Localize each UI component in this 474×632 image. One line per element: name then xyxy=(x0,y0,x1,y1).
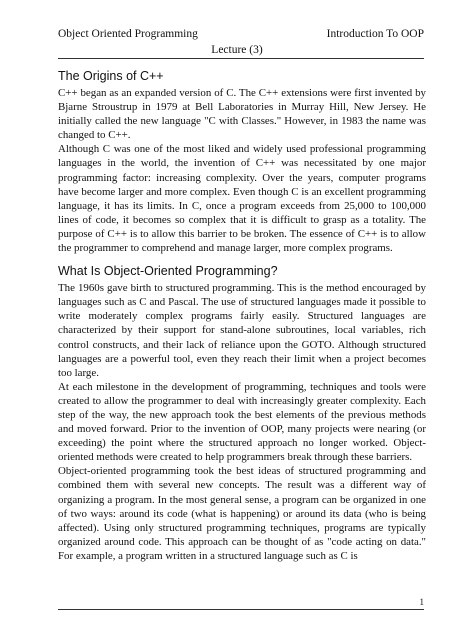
paragraph: Object-oriented programming took the best ideas of structured programming and combined them with several new concepts. The result was a different way of organizing a program. In the most general sense, a program can be organized in one of two ways: around its code (what is happening) or around its data (who is being affected). Using only structured programming techniques, programs are typically organized around code. This approach can be thought of as "code acting on data." For example, a program written in a structured language such as C is xyxy=(58,465,426,562)
page-header xyxy=(58,27,424,41)
section-heading-origins: The Origins of C++ xyxy=(58,69,164,83)
footer-divider xyxy=(58,609,424,610)
section-heading-oop: What Is Object-Oriented Programming? xyxy=(58,264,278,279)
header-divider xyxy=(58,58,424,59)
paragraph: C++ began as an expanded version of C. The C++ extensions were first invented by Bjarne Stroustrup in 1979 at Bell Laboratories in Murray Hill, New Jersey. He initially called the new language "C with Classes." However, in 1983 the name was changed to C++. xyxy=(58,87,426,142)
header-topic: Introduction To OOP xyxy=(326,28,424,40)
paragraph: The 1960s gave birth to structured programming. This is the method encouraged by languages such as C and Pascal. The use of structured languages made it possible to write moderately complex programs fairly easily. Structured languages are characterized by their support for stand-alone subroutines, local variables, rich control constructs, and their lack of reliance upon the GOTO. Although structured languages are a powerful tool, even they reach their limit when a project becomes too large. xyxy=(58,282,426,379)
page-body xyxy=(58,64,426,563)
lecture-number: Lecture (3) xyxy=(211,44,263,56)
page-number: 1 xyxy=(419,597,424,607)
paragraph: Although C was one of the most liked and widely used professional programming languages in the world, the invention of C++ was necessitated by one major programming factor: increasing complexity. Over the years, computer programs have become larger and more complex. Even though C is an excellent programming language, it has its limits. In C, once a program exceeds from 25,000 to 100,000 lines of code, it becomes so complex that it is difficult to grasp as a totality. The purpose of C++ is to allow this barrier to be broken. The essence of C++ is to allow the programmer to comprehend and manage larger, more complex programs. xyxy=(58,143,426,255)
paragraph: At each milestone in the development of programming, techniques and tools were created to allow the programmer to deal with increasingly greater complexity. Each step of the way, the new approach took the best elements of the previous methods and moved forward. Prior to the invention of OOP, many projects were nearing (or exceeding) the point where the structured approach no longer worked. Object-oriented methods were created to help programmers break through these barriers. xyxy=(58,380,426,464)
header-course-title: Object Oriented Programming xyxy=(58,28,198,40)
